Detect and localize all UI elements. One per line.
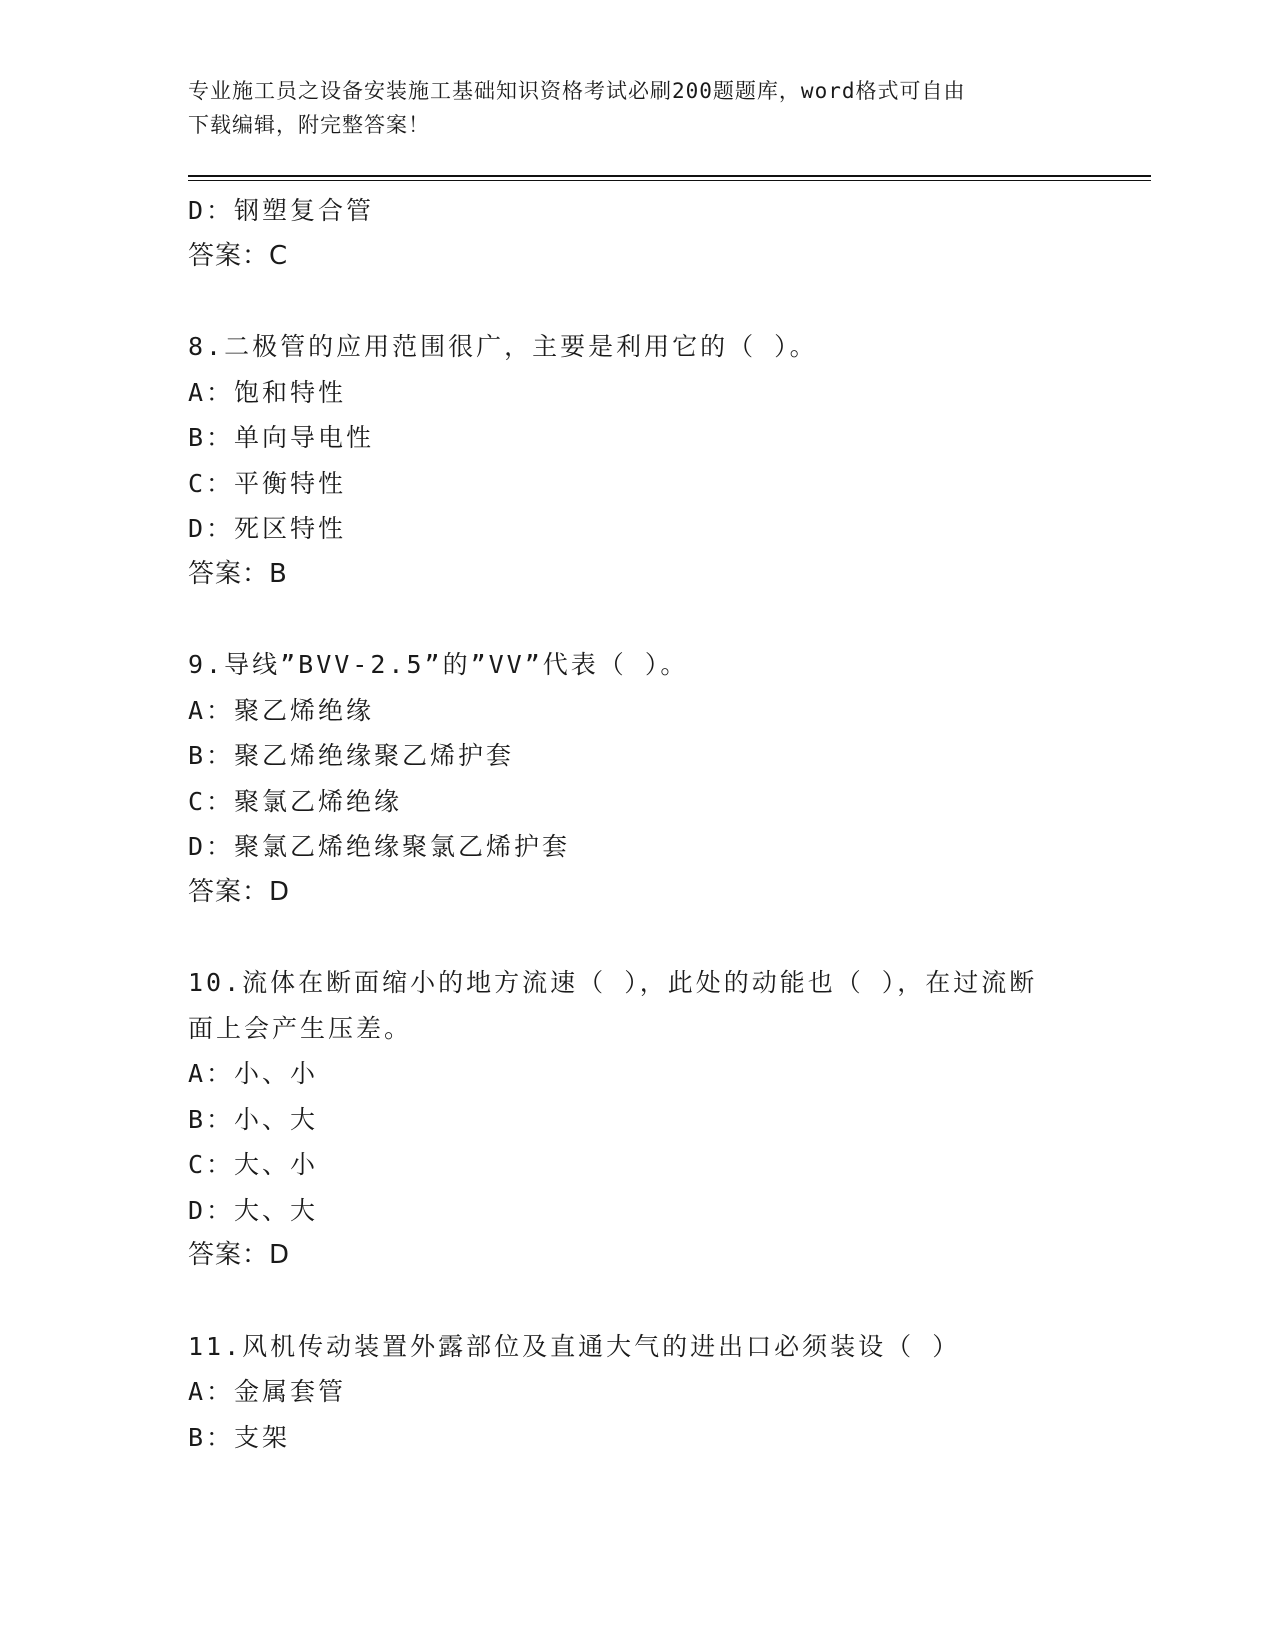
q7-answer: 答案：C: [188, 240, 289, 271]
header-divider-thick: [188, 175, 1151, 177]
q10-option-a: A：小、小: [188, 1059, 319, 1088]
document-header: [188, 74, 1068, 142]
q10-stem-line-2: 面上会产生压差。: [188, 1013, 413, 1043]
q8-answer: 答案：B: [188, 558, 288, 589]
question-10: [188, 960, 1088, 1279]
q9-answer: 答案：D: [188, 876, 291, 907]
q8-option-d: D：死区特性: [188, 514, 347, 543]
question-7-tail: [188, 188, 1088, 279]
q11-option-a: A：金属套管: [188, 1377, 347, 1406]
q8-option-c: C：平衡特性: [188, 468, 347, 498]
header-title-line-1: 专业施工员之设备安装施工基础知识资格考试必刷200题题库，word格式可自由: [188, 79, 966, 103]
q10-answer: 答案：D: [188, 1240, 291, 1270]
spacer: [188, 597, 1088, 642]
q9-option-b: B：聚乙烯绝缘聚乙烯护套: [188, 741, 515, 770]
spacer: [188, 279, 1088, 324]
q8-option-a: A：饱和特性: [188, 377, 347, 407]
q10-option-d: D：大、大: [188, 1195, 319, 1225]
spacer: [188, 915, 1088, 960]
q10-option-c: C：大、小: [188, 1150, 319, 1179]
q9-option-a: A：聚乙烯绝缘: [188, 695, 375, 725]
q10-option-b: B：小、大: [188, 1104, 319, 1134]
q9-option-c: C：聚氯乙烯绝缘: [188, 786, 403, 816]
q10-stem-line-1: 10.流体在断面缩小的地方流速（ ），此处的动能也（ ），在过流断: [188, 968, 1038, 997]
q7-option-d: D：钢塑复合管: [188, 196, 375, 225]
question-8: [188, 324, 1088, 597]
question-list: [188, 188, 1088, 1460]
question-9: [188, 642, 1088, 915]
header-divider-thin: [188, 180, 1151, 181]
q11-stem: 11.风机传动装置外露部位及直通大气的进出口必须装设（ ）: [188, 1331, 961, 1361]
q9-option-d: D：聚氯乙烯绝缘聚氯乙烯护套: [188, 832, 571, 861]
spacer: [188, 1279, 1088, 1324]
header-title-line-2: 下载编辑，附完整答案！: [188, 113, 430, 137]
q8-option-b: B：单向导电性: [188, 423, 375, 452]
q9-stem: 9.导线”BVV-2.5”的”VV”代表（ ）。: [188, 650, 689, 679]
q11-option-b: B：支架: [188, 1422, 291, 1452]
q8-stem: 8.二极管的应用范围很广，主要是利用它的（ ）。: [188, 332, 818, 361]
question-11: [188, 1324, 1088, 1461]
